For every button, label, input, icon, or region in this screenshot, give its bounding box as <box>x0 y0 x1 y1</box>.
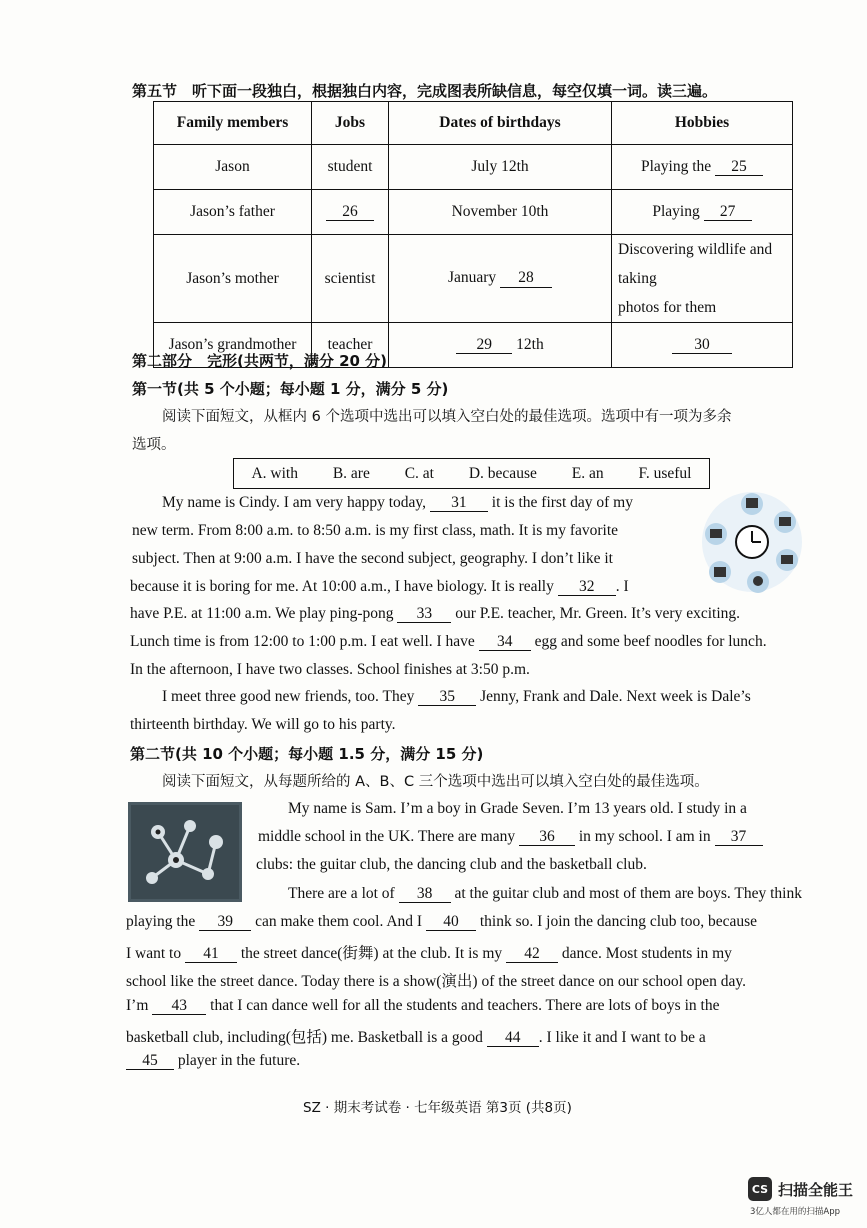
cell-hobby <box>612 190 793 235</box>
text: I want to <box>126 945 182 962</box>
cell-hobby <box>612 323 793 368</box>
blank-37[interactable]: 37 <box>715 828 763 846</box>
text: that I can dance well for all the students and teachers. There are lots of boys in the <box>210 997 720 1014</box>
cell-date <box>389 323 612 368</box>
hobby-text: Playing <box>652 202 700 220</box>
blank-27[interactable]: 27 <box>704 203 752 221</box>
blank-26[interactable]: 26 <box>326 203 374 221</box>
header-family-members: Family members <box>154 102 312 145</box>
blank-34[interactable]: 34 <box>479 633 531 651</box>
cell-hobby <box>612 145 793 190</box>
sec1-instruction-cont: 选项。 <box>132 437 176 453</box>
blank-33[interactable]: 33 <box>397 605 451 623</box>
text: . I like it and I want to be a <box>538 1029 706 1046</box>
text: Jenny, Frank and Dale. Next week is Dale’s <box>480 688 751 705</box>
section5-heading: 第五节 听下面一段独白，根据独白内容，完成图表所缺信息，每空仅填一词。读三遍。 <box>132 82 718 100</box>
sec1-heading: 第一节(共 5 个小题；每小题 1 分，满分 5 分) <box>132 380 449 398</box>
passage2-line <box>126 913 757 931</box>
text: it is the first day of my <box>491 494 633 511</box>
blank-35[interactable]: 35 <box>418 688 476 706</box>
blank-41[interactable]: 41 <box>185 945 237 963</box>
scanner-name: 扫描全能王 <box>778 1180 854 1199</box>
cell-job: teacher <box>312 323 389 368</box>
passage1-line: In the afternoon, I have two classes. School finishes at 3:50 p.m. <box>130 661 530 678</box>
text: Lunch time is from 12:00 to 1:00 p.m. I eat well. I have <box>130 633 475 650</box>
passage2-line <box>126 941 732 963</box>
cell-date: November 10th <box>389 190 612 235</box>
part2-heading: 第二部分 完形(共两节，满分 20 分) <box>132 352 388 370</box>
text: My name is Cindy. I am very happy today, <box>162 494 427 511</box>
passage2-line: clubs: the guitar club, the dancing club and the basketball club. <box>256 856 647 873</box>
option-e: E. an <box>571 464 604 482</box>
scanner-watermark <box>748 1177 853 1201</box>
hobby-text: Playing the <box>640 157 712 175</box>
date-text: 12th <box>516 335 544 353</box>
sec1-instruction: 阅读下面短文，从框内 6 个选项中选出可以填入空白处的最佳选项。选项中有一项为多余 <box>162 409 732 425</box>
cell-date <box>389 235 612 323</box>
cell-job: student <box>312 145 389 190</box>
blank-32[interactable]: 32 <box>558 578 616 596</box>
hobby-line: photos for them <box>618 299 717 316</box>
blank-36[interactable]: 36 <box>519 828 575 846</box>
birthday-table <box>153 101 793 368</box>
scanner-tagline: 3亿人都在用的扫描App <box>750 1207 841 1217</box>
passage1-line <box>162 688 751 706</box>
table-header-row <box>154 102 793 145</box>
header-dates: Dates of birthdays <box>389 102 612 145</box>
option-b: B. are <box>332 464 370 482</box>
blank-42[interactable]: 42 <box>506 945 558 963</box>
blank-38[interactable]: 38 <box>399 885 451 903</box>
option-d: D. because <box>468 464 537 482</box>
option-a: A. with <box>251 464 298 482</box>
cell-job: scientist <box>312 235 389 323</box>
text: in my school. I am in <box>578 828 711 845</box>
text: our P.E. teacher, Mr. Green. It’s very exciting. <box>455 605 741 622</box>
cell-member: Jason’s grandmother <box>154 323 312 368</box>
text: think so. I join the dancing club too, because <box>479 913 758 930</box>
passage2-line <box>126 1025 706 1047</box>
blank-45[interactable]: 45 <box>126 1052 174 1070</box>
text: . I <box>615 578 629 595</box>
text: I’m <box>126 997 149 1014</box>
text: There are a lot of <box>288 885 395 902</box>
option-f: F. useful <box>638 464 692 482</box>
table-row <box>154 235 793 323</box>
passage2-line: My name is Sam. I’m a boy in Grade Seven. I’m 13 years old. I study in a <box>288 800 747 817</box>
passage1-line <box>162 494 633 512</box>
option-c: C. at <box>404 464 434 482</box>
passage1-line <box>130 633 767 651</box>
passage1-line <box>130 605 740 623</box>
blank-40[interactable]: 40 <box>426 913 476 931</box>
passage2-line <box>126 1052 300 1070</box>
blank-43[interactable]: 43 <box>152 997 206 1015</box>
table-row <box>154 145 793 190</box>
passage2-line <box>288 885 802 903</box>
text: the street dance(街舞) at the club. It is my <box>240 945 503 962</box>
text: can make them cool. And I <box>255 913 423 930</box>
hobby-line: Discovering wildlife and taking <box>618 241 773 287</box>
cell-member: Jason’s father <box>154 190 312 235</box>
header-jobs: Jobs <box>312 102 389 145</box>
passage1-line: thirteenth birthday. We will go to his party. <box>130 716 396 733</box>
cell-job <box>312 190 389 235</box>
music-club-illustration <box>128 802 242 902</box>
text: at the guitar club and most of them are boys. They think <box>454 885 802 902</box>
cell-member: Jason’s mother <box>154 235 312 323</box>
options-box <box>233 458 710 489</box>
text: player in the future. <box>177 1052 301 1069</box>
sec2-instruction: 阅读下面短文，从每题所给的 A、B、C 三个选项中选出可以填入空白处的最佳选项。 <box>162 774 709 790</box>
passage1-line: subject. Then at 9:00 a.m. I have the second subject, geography. I don’t like it <box>132 550 613 567</box>
blank-29[interactable]: 29 <box>456 336 512 354</box>
blank-25[interactable]: 25 <box>715 158 763 176</box>
text: I meet three good new friends, too. They <box>162 688 415 705</box>
header-hobbies: Hobbies <box>612 102 793 145</box>
passage2-line <box>258 828 763 846</box>
blank-44[interactable]: 44 <box>487 1029 539 1047</box>
text: egg and some beef noodles for lunch. <box>534 633 767 650</box>
passage2-line <box>126 997 719 1015</box>
text: middle school in the UK. There are many <box>258 828 516 845</box>
passage1-line: new term. From 8:00 a.m. to 8:50 a.m. is my first class, math. It is my favorite <box>132 522 619 539</box>
cell-hobby <box>612 235 793 323</box>
clock-illustration <box>700 490 804 594</box>
blank-28[interactable]: 28 <box>500 269 552 287</box>
text: have P.E. at 11:00 a.m. We play ping-pong <box>130 605 394 622</box>
scanner-logo: CS <box>748 1177 772 1201</box>
text: because it is boring for me. At 10:00 a.m., I have biology. It is really <box>130 578 554 595</box>
text: basketball club, including(包括) me. Basketball is a good <box>126 1029 483 1046</box>
text: playing the <box>126 913 196 930</box>
cell-member: Jason <box>154 145 312 190</box>
passage2-line: school like the street dance. Today there is a show(演出) of the street dance on our school open day. <box>126 973 747 990</box>
passage1-line <box>130 578 629 596</box>
date-text: January <box>447 269 497 287</box>
text: dance. Most students in my <box>561 945 732 962</box>
cell-date: July 12th <box>389 145 612 190</box>
blank-39[interactable]: 39 <box>199 913 251 931</box>
table-row <box>154 190 793 235</box>
blank-30[interactable]: 30 <box>672 336 732 354</box>
sec2-heading: 第二节(共 10 个小题；每小题 1.5 分，满分 15 分) <box>130 745 484 763</box>
page-footer: SZ · 期末考试卷 · 七年级英语 第3页 (共8页) <box>303 1100 572 1116</box>
blank-31[interactable]: 31 <box>430 494 488 512</box>
